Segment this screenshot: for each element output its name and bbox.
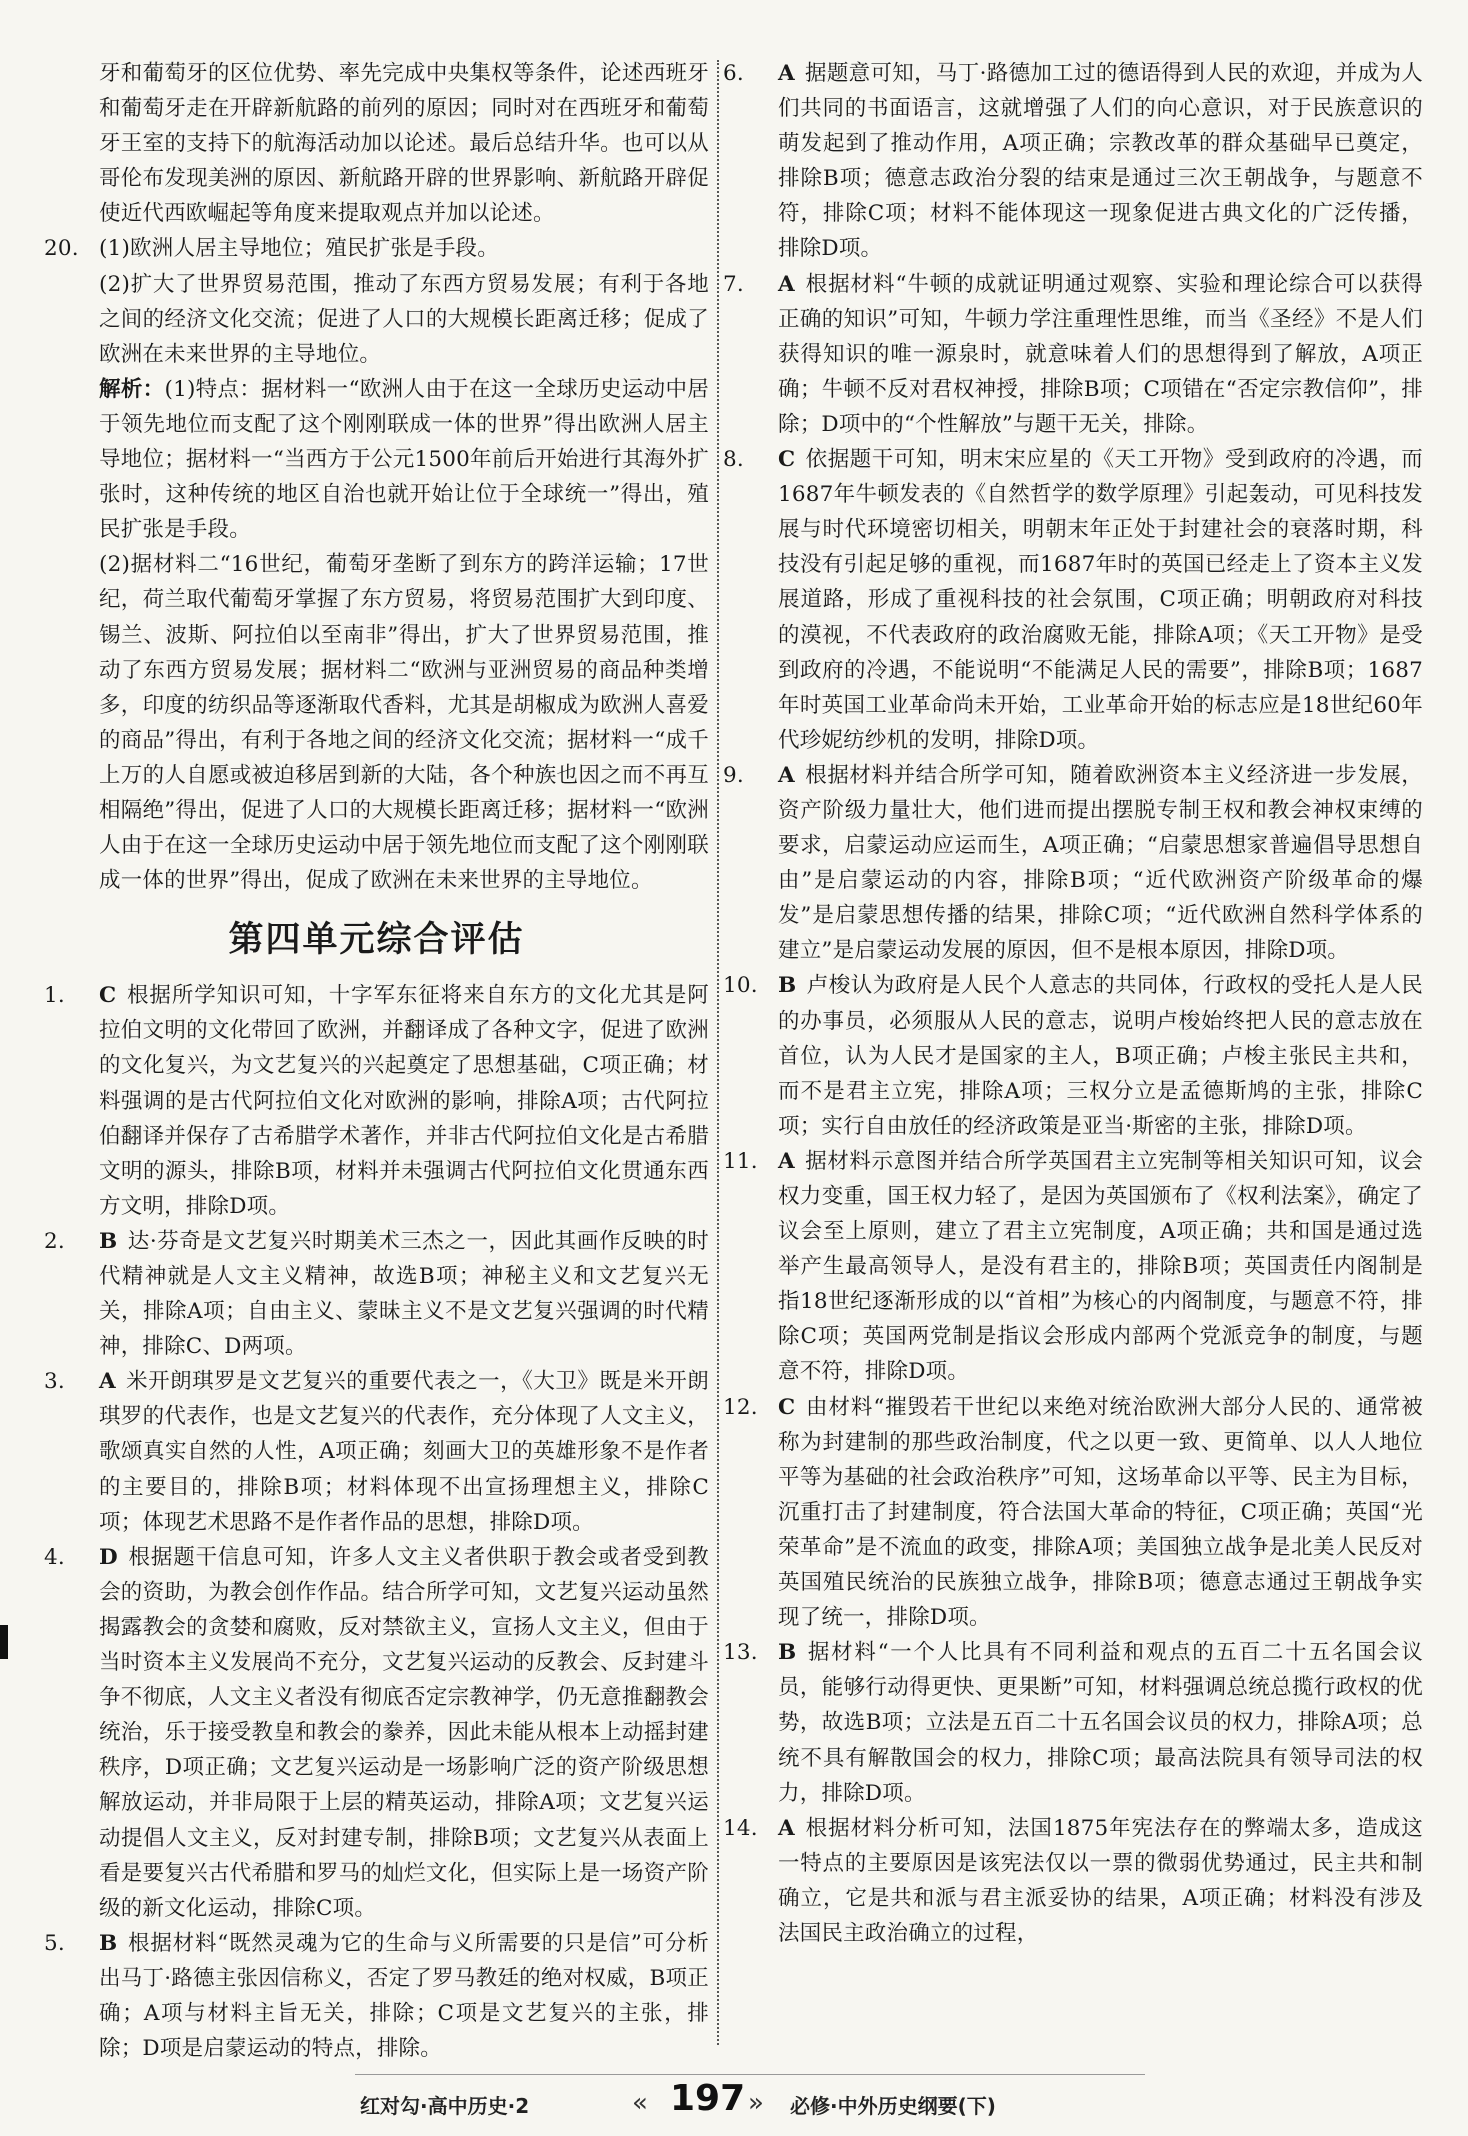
answer-item: [723, 442, 1423, 758]
answer-item: [723, 1390, 1423, 1636]
answer-item: [44, 978, 709, 1224]
item-number: 6.: [723, 61, 744, 86]
item-explanation: 由材料“摧毁若干世纪以来绝对统治欧洲大部分人民的、通常被称为封建制的那些政治制度，代之以更一致、更简单、以人人地位平等为基础的社会政治秩序”可知，这场革命以平等、民主为目标，沉重打击了封建制度，符合法国大革命的特征，C项正确；英国“光荣革命”是不流血的政变，排除A项；美国独立战争是北美人民反对英国殖民统治的民族独立战争，排除B项；德意志通过王朝战争实现了统一，排除D项。: [778, 1394, 1423, 1631]
answer-item: [723, 267, 1423, 442]
intro-continuation: 牙和葡萄牙的区位优势、率先完成中央集权等条件，论述西班牙和葡萄牙走在开辟新航路的前列的原因；同时对在西班牙和葡萄牙王室的支持下的航海活动加以论述。最后总结升华。也可以从哥伦布发现美洲的原因、新航路开辟的世界影响、新航路开辟促使近代西欧崛起等角度来提取观点并加以论述。: [99, 61, 709, 227]
item-answer: A: [99, 1369, 116, 1395]
item-explanation: 根据材料分析可知，法国1875年宪法存在的弊端太多，造成这一特点的主要原因是该宪法仅以一票的微弱优势通过，民主共和制确立，它是共和派与君主派妥协的结果，A项正确；材料没有涉及法国民主政治确立的过程，: [778, 1815, 1423, 1946]
q20-part1: (1)欧洲人居主导地位；殖民扩张是手段。: [99, 236, 499, 262]
item-number: 12.: [723, 1394, 758, 1420]
item-number: 8.: [723, 447, 744, 473]
item-explanation: 依据题干可知，明末宋应星的《天工开物》受到政府的冷遇，而1687年牛顿发表的《自然哲学的数学原理》引起轰动，可见科技发展与时代环境密切相关，明朝末年正处于封建社会的衰落时期，科技没有引起足够的重视，而1687年时的英国已经走上了资本主义发展道路，形成了重视科技的社会氛围，C项正确；明朝政府对科技的漠视，不代表政府的政治腐败无能，排除A项；《天工开物》是受到政府的冷遇，不能说明“不能满足人民的需要”，排除B项；1687年时英国工业革命尚未开始，工业革命开始的标志应是18世纪60年代珍妮纺纱机的发明，排除D项。: [778, 447, 1423, 753]
book-title: 红对勾·高中历史·2: [360, 2094, 530, 2118]
volume-title: 必修·中外历史纲要(下): [790, 2094, 996, 2118]
left-column: [44, 56, 709, 2066]
item-explanation: 根据材料并结合所学可知，随着欧洲资本主义经济进一步发展，资产阶级力量壮大，他们进而提出摆脱专制王权和教会神权束缚的要求，启蒙运动应运而生，A项正确；“启蒙思想家普遍倡导思想自由”是启蒙运动的内容，排除B项；“近代欧洲资产阶级革命的爆发”是启蒙思想传播的结果，排除C项；“近代欧洲自然科学体系的建立”是启蒙运动发展的原因，但不是根本原因，排除D项。: [778, 762, 1423, 964]
item-explanation: 根据材料“既然灵魂为它的生命与义所需要的只是信”可分析出马丁·路德主张因信称义，否定了罗马教廷的绝对权威，B项正确；A项与材料主旨无关，排除；C项是文艺复兴的主张，排除；D项是启蒙运动的特点，排除。: [99, 1930, 709, 2062]
column-divider: [717, 60, 719, 2045]
page-edge-mark: [0, 1625, 8, 1659]
right-column: [723, 56, 1423, 1951]
answer-item: [723, 758, 1423, 969]
item-answer: C: [778, 447, 796, 473]
q20-analysis-part2: (2)据材料二“16世纪，葡萄牙垄断了到东方的跨洋运输；17世纪，荷兰取代葡萄牙掌握了东方贸易，将贸易范围扩大到印度、锡兰、波斯、阿拉伯以至南非”得出，扩大了世界贸易范围，推动了东西方贸易发展；据材料二“欧洲与亚洲贸易的商品种类增多，印度的纺织品等逐渐取代香料，尤其是胡椒成为欧洲人喜爱的商品”得出，有利于各地之间的经济文化交流；据材料一“成千上万的人自愿或被迫移居到新的大陆，各个种族也因之而不再互相隔绝”得出，促进了人口的大规模长距离迁移；据材料一“欧洲人由于在这一全球历史运动中居于领先地位而支配了这个刚刚联成一体的世界”得出，促成了欧洲在未来世界的主导地位。: [99, 552, 709, 894]
item-explanation: 根据所学知识可知，十字军东征将来自东方的文化尤其是阿拉伯文明的文化带回了欧洲，并翻译成了各种文字，促进了欧洲的文化复兴，为文艺复兴的兴起奠定了思想基础，C项正确；材料强调的是古代阿拉伯文化对欧洲的影响，排除A项；古代阿拉伯翻译并保存了古希腊学术著作，并非古代阿拉伯文化是古希腊文明的源头，排除B项，材料并未强调古代阿拉伯文化贯通东西方文明，排除D项。: [99, 983, 709, 1219]
answer-item: [723, 1635, 1423, 1810]
answer-item: [44, 1926, 709, 2066]
item-answer: A: [778, 1815, 795, 1841]
item-answer: C: [99, 983, 117, 1009]
answer-item: [44, 1540, 709, 1926]
item-number: 7.: [723, 271, 744, 297]
item-answer: B: [778, 973, 797, 999]
item-answer: D: [99, 1544, 118, 1570]
item-explanation: 米开朗琪罗是文艺复兴的重要代表之一，《大卫》既是米开朗琪罗的代表作，也是文艺复兴的代表作，充分体现了人文主义，歌颂真实自然的人性，A项正确；刻画大卫的英雄形象不是作者的主要目的，排除B项；材料体现不出宣扬理想主义，排除C项；体现艺术思路不是作者作品的思想，排除D项。: [99, 1369, 709, 1535]
answer-item: [723, 968, 1423, 1143]
item-answer: A: [778, 1148, 795, 1174]
item-explanation: 达·芬奇是文艺复兴时期美术三杰之一，因此其画作反映的时代精神就是人文主义精神，故选B项；神秘主义和文艺复兴无关，排除A项；自由主义、蒙昧主义不是文艺复兴强调的时代精神，排除C、D两项。: [99, 1228, 709, 1360]
q20-part2: (2)扩大了世界贸易范围，推动了东西方贸易发展；有利于各地之间的经济文化交流；促进了人口的大规模长距离迁移；促成了欧洲在未来世界的主导地位。: [99, 271, 709, 367]
item-number: 4.: [44, 1544, 65, 1570]
item-answer: A: [778, 61, 795, 86]
item-explanation: 据题意可知，马丁·路德加工过的德语得到人民的欢迎，并成为人们共同的书面语言，这就增强了人们的向心意识，对于民族意识的萌发起到了推动作用，A项正确；宗教改革的群众基础早已奠定，排除B项；德意志政治分裂的结束是通过三次王朝战争，与题意不符，排除C项；材料不能体现这一现象促进古典文化的广泛传播，排除D项。: [778, 61, 1423, 262]
item-answer: C: [778, 1394, 796, 1420]
left-chevron-icon: «: [632, 2088, 648, 2118]
page-footer: [360, 2078, 1140, 2128]
answer-item: [723, 56, 1423, 267]
item-answer: B: [99, 1228, 118, 1254]
item-number: 14.: [723, 1815, 758, 1841]
item-number: 1.: [44, 983, 65, 1009]
item-explanation: 据材料“一个人比具有不同利益和观点的五百二十五名国会议员，能够行动得更快、更果断”可知，材料强调总统总揽行政权的优势，故选B项；立法是五百二十五名国会议员的权力，排除A项；总统不具有解散国会的权力，排除C项；最高法院具有领导司法的权力，排除D项。: [778, 1640, 1423, 1806]
item-explanation: 根据材料“牛顿的成就证明通过观察、实验和理论综合可以获得正确的知识”可知，牛顿力学注重理性思维，而当《圣经》不是人们获得知识的唯一源泉时，就意味着人们的思想得到了解放，A项正确；牛顿不反对君权神授，排除B项；C项错在“否定宗教信仰”，排除；D项中的“个性解放”与题干无关，排除。: [778, 271, 1423, 437]
item-number: 2.: [44, 1228, 65, 1254]
item-number: 5.: [44, 1930, 65, 1956]
item-number: 11.: [723, 1148, 758, 1174]
answer-item: [723, 1144, 1423, 1390]
item-answer: A: [778, 762, 795, 788]
item-answer: A: [778, 271, 795, 297]
item-explanation: 根据题干信息可知，许多人文主义者供职于教会或者受到教会的资助，为教会创作作品。结合所学可知，文艺复兴运动虽然揭露教会的贪婪和腐败，反对禁欲主义，宣扬人文主义，但由于当时资本主义发展尚不充分，文艺复兴运动的反教会、反封建斗争不彻底，人文主义者没有彻底否定宗教神学，仍无意推翻教会统治，乐于接受教皇和教会的豢养，因此未能从根本上动摇封建秩序，D项正确；文艺复兴运动是一场影响广泛的资产阶级思想解放运动，并非局限于上层的精英运动，排除A项；文艺复兴运动提倡人文主义，反对封建专制，排除B项；文艺复兴从表面上看是要复兴古代希腊和罗马的灿烂文化，但实际上是一场资产阶级的新文化运动，排除C项。: [99, 1544, 709, 1921]
item-number: 13.: [723, 1640, 758, 1666]
answer-item: [44, 1364, 709, 1539]
section-title: 第四单元综合评估: [228, 920, 525, 961]
item-number: 3.: [44, 1369, 65, 1395]
item-answer: B: [99, 1930, 118, 1956]
page-number: 197: [670, 2078, 746, 2119]
right-chevron-icon: »: [748, 2088, 764, 2118]
answer-item: [44, 1224, 709, 1364]
item-explanation: 卢梭认为政府是人民个人意志的共同体，行政权的受托人是人民的办事员，必须服从人民的意志，说明卢梭始终把人民的意志放在首位，认为人民才是国家的主人，B项正确；卢梭主张民主共和，而不是君主立宪，排除A项；三权分立是孟德斯鸠的主张，排除C项；实行自由放任的经济政策是亚当·斯密的主张，排除D项。: [778, 973, 1423, 1139]
footer-rule: [355, 2074, 1145, 2075]
analysis-label: 解析：: [99, 376, 165, 402]
question-20: [44, 231, 709, 898]
answer-item: [723, 1811, 1423, 1951]
question-number: 20.: [44, 236, 79, 262]
analysis-part1: (1)特点：据材料一“欧洲人由于在这一全球历史运动中居于领先地位而支配了这个刚刚联成一体的世界”得出欧洲人居主导地位；据材料一“当西方于公元1500年前后开始进行其海外扩张时，这种传统的地区自治也就开始让位于全球统一”得出，殖民扩张是手段。: [99, 376, 709, 543]
item-number: 10.: [723, 973, 758, 999]
item-answer: B: [778, 1640, 797, 1666]
item-number: 9.: [723, 762, 744, 788]
q20-analysis: [99, 372, 709, 547]
item-explanation: 据材料示意图并结合所学英国君主立宪制等相关知识可知，议会权力变重，国王权力轻了，是因为英国颁布了《权利法案》，确定了议会至上原则，建立了君主立宪制度，A项正确；共和国是通过选举产生最高领导人，是没有君主的，排除B项；英国责任内阁制是指18世纪逐渐形成的以“首相”为核心的内阁制度，与题意不符，排除C项；英国两党制是指议会形成内部两个党派竞争的制度，与题意不符，排除D项。: [778, 1148, 1423, 1385]
